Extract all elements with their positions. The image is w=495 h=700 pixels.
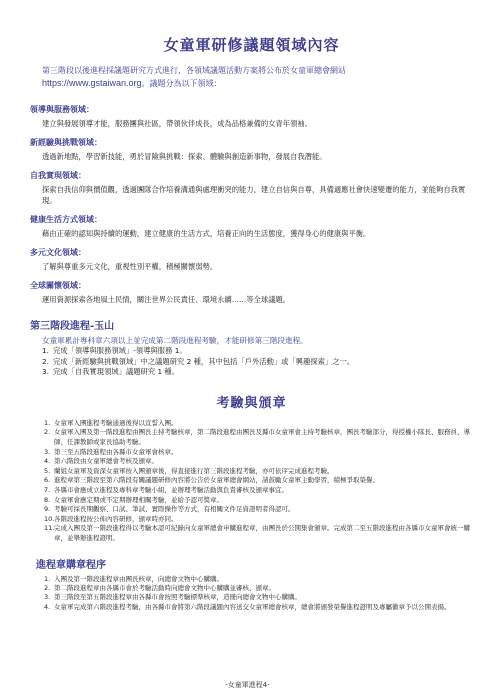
list-item-text: 第三至五階段進程由各縣市女童軍會核章。 bbox=[54, 447, 178, 456]
list-item-number: 3. bbox=[44, 447, 51, 456]
list-item-text: 完成入團及第一階段進程得以考驗本認可紀錄向女童軍總會申購進程章，由團長於公開集會頒章。完成第二至五階段進程由各縣市女童軍會統一購章，並舉辦進程證明。 bbox=[54, 524, 470, 542]
domain-body: 了解與尊重多元文化，重視性別平權，積極關懷弱勢。 bbox=[42, 262, 218, 271]
list-item-number: 10. bbox=[44, 514, 55, 523]
list-item-text: 完成「新經驗與挑戰領域」中之議題研究 2 種，其中包括「戶外活動」或「興趣探索」之一。 bbox=[53, 356, 355, 366]
website-link[interactable]: https://www.gstaiwan.org bbox=[42, 78, 142, 88]
domain-heading: 領導與服務領域： bbox=[30, 105, 94, 114]
exam-title: 考驗與頒章 bbox=[216, 395, 287, 411]
domain-block bbox=[30, 247, 473, 272]
list-item-text: 第三階段至第五階段進程章由各縣市會按照考驗標準核章，造冊向總會文物中心購購。 bbox=[54, 593, 301, 602]
list-item-number: 1. bbox=[44, 418, 51, 427]
domain-heading: 多元文化領域： bbox=[30, 248, 86, 257]
purchase-list bbox=[44, 575, 473, 613]
intro-paragraph bbox=[42, 65, 473, 90]
list-item bbox=[42, 367, 473, 378]
list-item bbox=[44, 593, 473, 602]
list-item bbox=[44, 419, 473, 429]
domain-body: 藉由正確的認知與持續的運動，建立健康的生活方式，培養正向的生活態度，獲得身心的健康與平衡。 bbox=[42, 229, 371, 238]
list-item bbox=[44, 486, 473, 496]
intro-tail: 。議題分為以下領域： bbox=[141, 79, 222, 88]
list-item bbox=[44, 448, 473, 458]
list-item bbox=[44, 505, 473, 515]
stage3-title: 第三階段進程-玉山 bbox=[30, 321, 115, 332]
list-item-text: 第二階段進程章由各縣市會於考驗活動時向總會文物中心購購並審核、頒章。 bbox=[54, 583, 275, 592]
list-item-text: 女童軍入團及第一階段進程由團長主持考驗核章，第二階段進程由團長及縣市女童軍會主持考驗核章，團長考驗部分，得授權小隊長、服務員、導師、任課教師或家長協助考驗。 bbox=[54, 428, 470, 446]
list-item-number: 11. bbox=[44, 524, 55, 533]
exam-list bbox=[44, 419, 473, 544]
domain-block bbox=[30, 104, 473, 129]
list-item-text: 完成「領導與服務領域」-領導與服務 1。 bbox=[53, 346, 187, 355]
list-item-number: 4. bbox=[44, 602, 51, 611]
list-item-text: 進程章第三階段至第六階段有關議題研修內容將公告於女童軍總會網站，請鼓勵女童軍主動學習，積極爭取榮譽。 bbox=[54, 476, 379, 485]
list-item bbox=[44, 603, 473, 612]
list-item-text: 完成「自我實現領域」議題研究 1 種。 bbox=[53, 367, 180, 377]
list-item-number: 9. bbox=[44, 505, 51, 514]
list-item-number: 3. bbox=[44, 593, 51, 602]
list-item-text: 蘭姐女童軍及資深女童軍按入團頒章後，得直接進行第三階段進程考驗，亦可依序完成進程考驗。 bbox=[54, 466, 334, 475]
domain-list bbox=[30, 104, 473, 305]
list-item-text: 各階段進程按公佈內容研修，頒章時亦同。 bbox=[54, 514, 178, 523]
domain-heading: 自我實現領域： bbox=[30, 171, 86, 180]
list-item bbox=[42, 346, 473, 357]
list-item bbox=[44, 575, 473, 584]
page-footer: -女童軍進程4- bbox=[225, 681, 270, 689]
list-item-number: 3. bbox=[42, 367, 49, 377]
list-item-number: 2. bbox=[44, 583, 51, 592]
domain-block bbox=[30, 170, 473, 206]
list-item-number: 2. bbox=[44, 428, 51, 437]
page-title: 女童軍研修議題領域內容 bbox=[163, 36, 340, 54]
list-item bbox=[44, 467, 473, 477]
list-item-text: 第六階段由女童軍總會考核及頒章。 bbox=[54, 457, 158, 466]
list-item-number: 7. bbox=[44, 485, 51, 494]
stage3-list bbox=[42, 346, 473, 378]
domain-body: 運用資源探索各地風土民情，關注世界公民責任、環境永續……等全球議題。 bbox=[42, 295, 291, 304]
list-item-number: 4. bbox=[44, 457, 51, 466]
list-item bbox=[44, 524, 473, 543]
list-item-number: 8. bbox=[44, 495, 51, 504]
list-item-number: 1. bbox=[42, 346, 49, 355]
list-item-text: 考驗可採長期觀察、口試、筆試、實際操作等方式，有相關文件足資證明者得認可。 bbox=[54, 505, 295, 514]
list-item-number: 6. bbox=[44, 476, 51, 485]
list-item-text: 女童軍會應定期或不定期辦理相關考驗，並給予認可獎章。 bbox=[54, 495, 223, 504]
list-item bbox=[44, 457, 473, 467]
domain-block bbox=[30, 137, 473, 162]
list-item bbox=[44, 428, 473, 447]
domain-body: 建立與發展領導才能，服務團與社區，帶領伙伴成長，成為品格兼備的女青年領袖。 bbox=[42, 119, 312, 128]
list-item-text: 各縣市會應成立進程及專科章考驗小組，並辦理考驗活動與負責審核及頒章事宜。 bbox=[54, 485, 288, 494]
intro-text: 第三階段以後進程採議題研究方式進行，各領域議題活動方案將公布於女童軍總會網站 bbox=[42, 66, 346, 75]
list-item bbox=[44, 584, 473, 593]
domain-body: 透過新地點，學習新技能，勇於冒險與挑戰：探索、體驗與創造新事物，發展自我潛能。 bbox=[42, 152, 327, 161]
domain-body: 探索自我信仰與價值觀，透過團隊合作培養溝通與處理衝突的能力，建立自信與自尊，具備適應社會快速變遷的能力，並能夠自我實現。 bbox=[42, 185, 466, 205]
purchase-title: 進程章購章程序 bbox=[36, 559, 106, 571]
list-item bbox=[44, 496, 473, 506]
list-item-text: 入團及第一階段進程章由團長核章，向總會文物中心購購。 bbox=[54, 574, 223, 583]
domain-block bbox=[30, 280, 473, 305]
domain-heading: 健康生活方式領域： bbox=[30, 215, 102, 224]
list-item-number: 2. bbox=[42, 356, 49, 366]
list-item bbox=[44, 515, 473, 525]
list-item bbox=[42, 357, 473, 368]
stage3-subtitle: 女童軍累計專科章六項以上並完成第二階段進程考驗，才能研修第三階段進程。 bbox=[42, 336, 308, 345]
list-item-text: 女童軍完成第六階段進程考驗，由各縣市會將第六階段議題內容送交女童軍總會核章，總會將頒發榮譽進程證明及專屬徽章予以公開表揚。 bbox=[54, 602, 451, 611]
list-item-number: 1. bbox=[44, 574, 51, 583]
domain-heading: 全球關懷領域： bbox=[30, 281, 86, 290]
domain-heading: 新經驗與挑戰領域： bbox=[30, 138, 102, 147]
list-item-number: 5. bbox=[44, 466, 51, 475]
list-item-text: 女童軍入團進程考驗通過後得以宣誓入團。 bbox=[54, 418, 178, 427]
domain-block bbox=[30, 214, 473, 239]
list-item bbox=[44, 476, 473, 486]
